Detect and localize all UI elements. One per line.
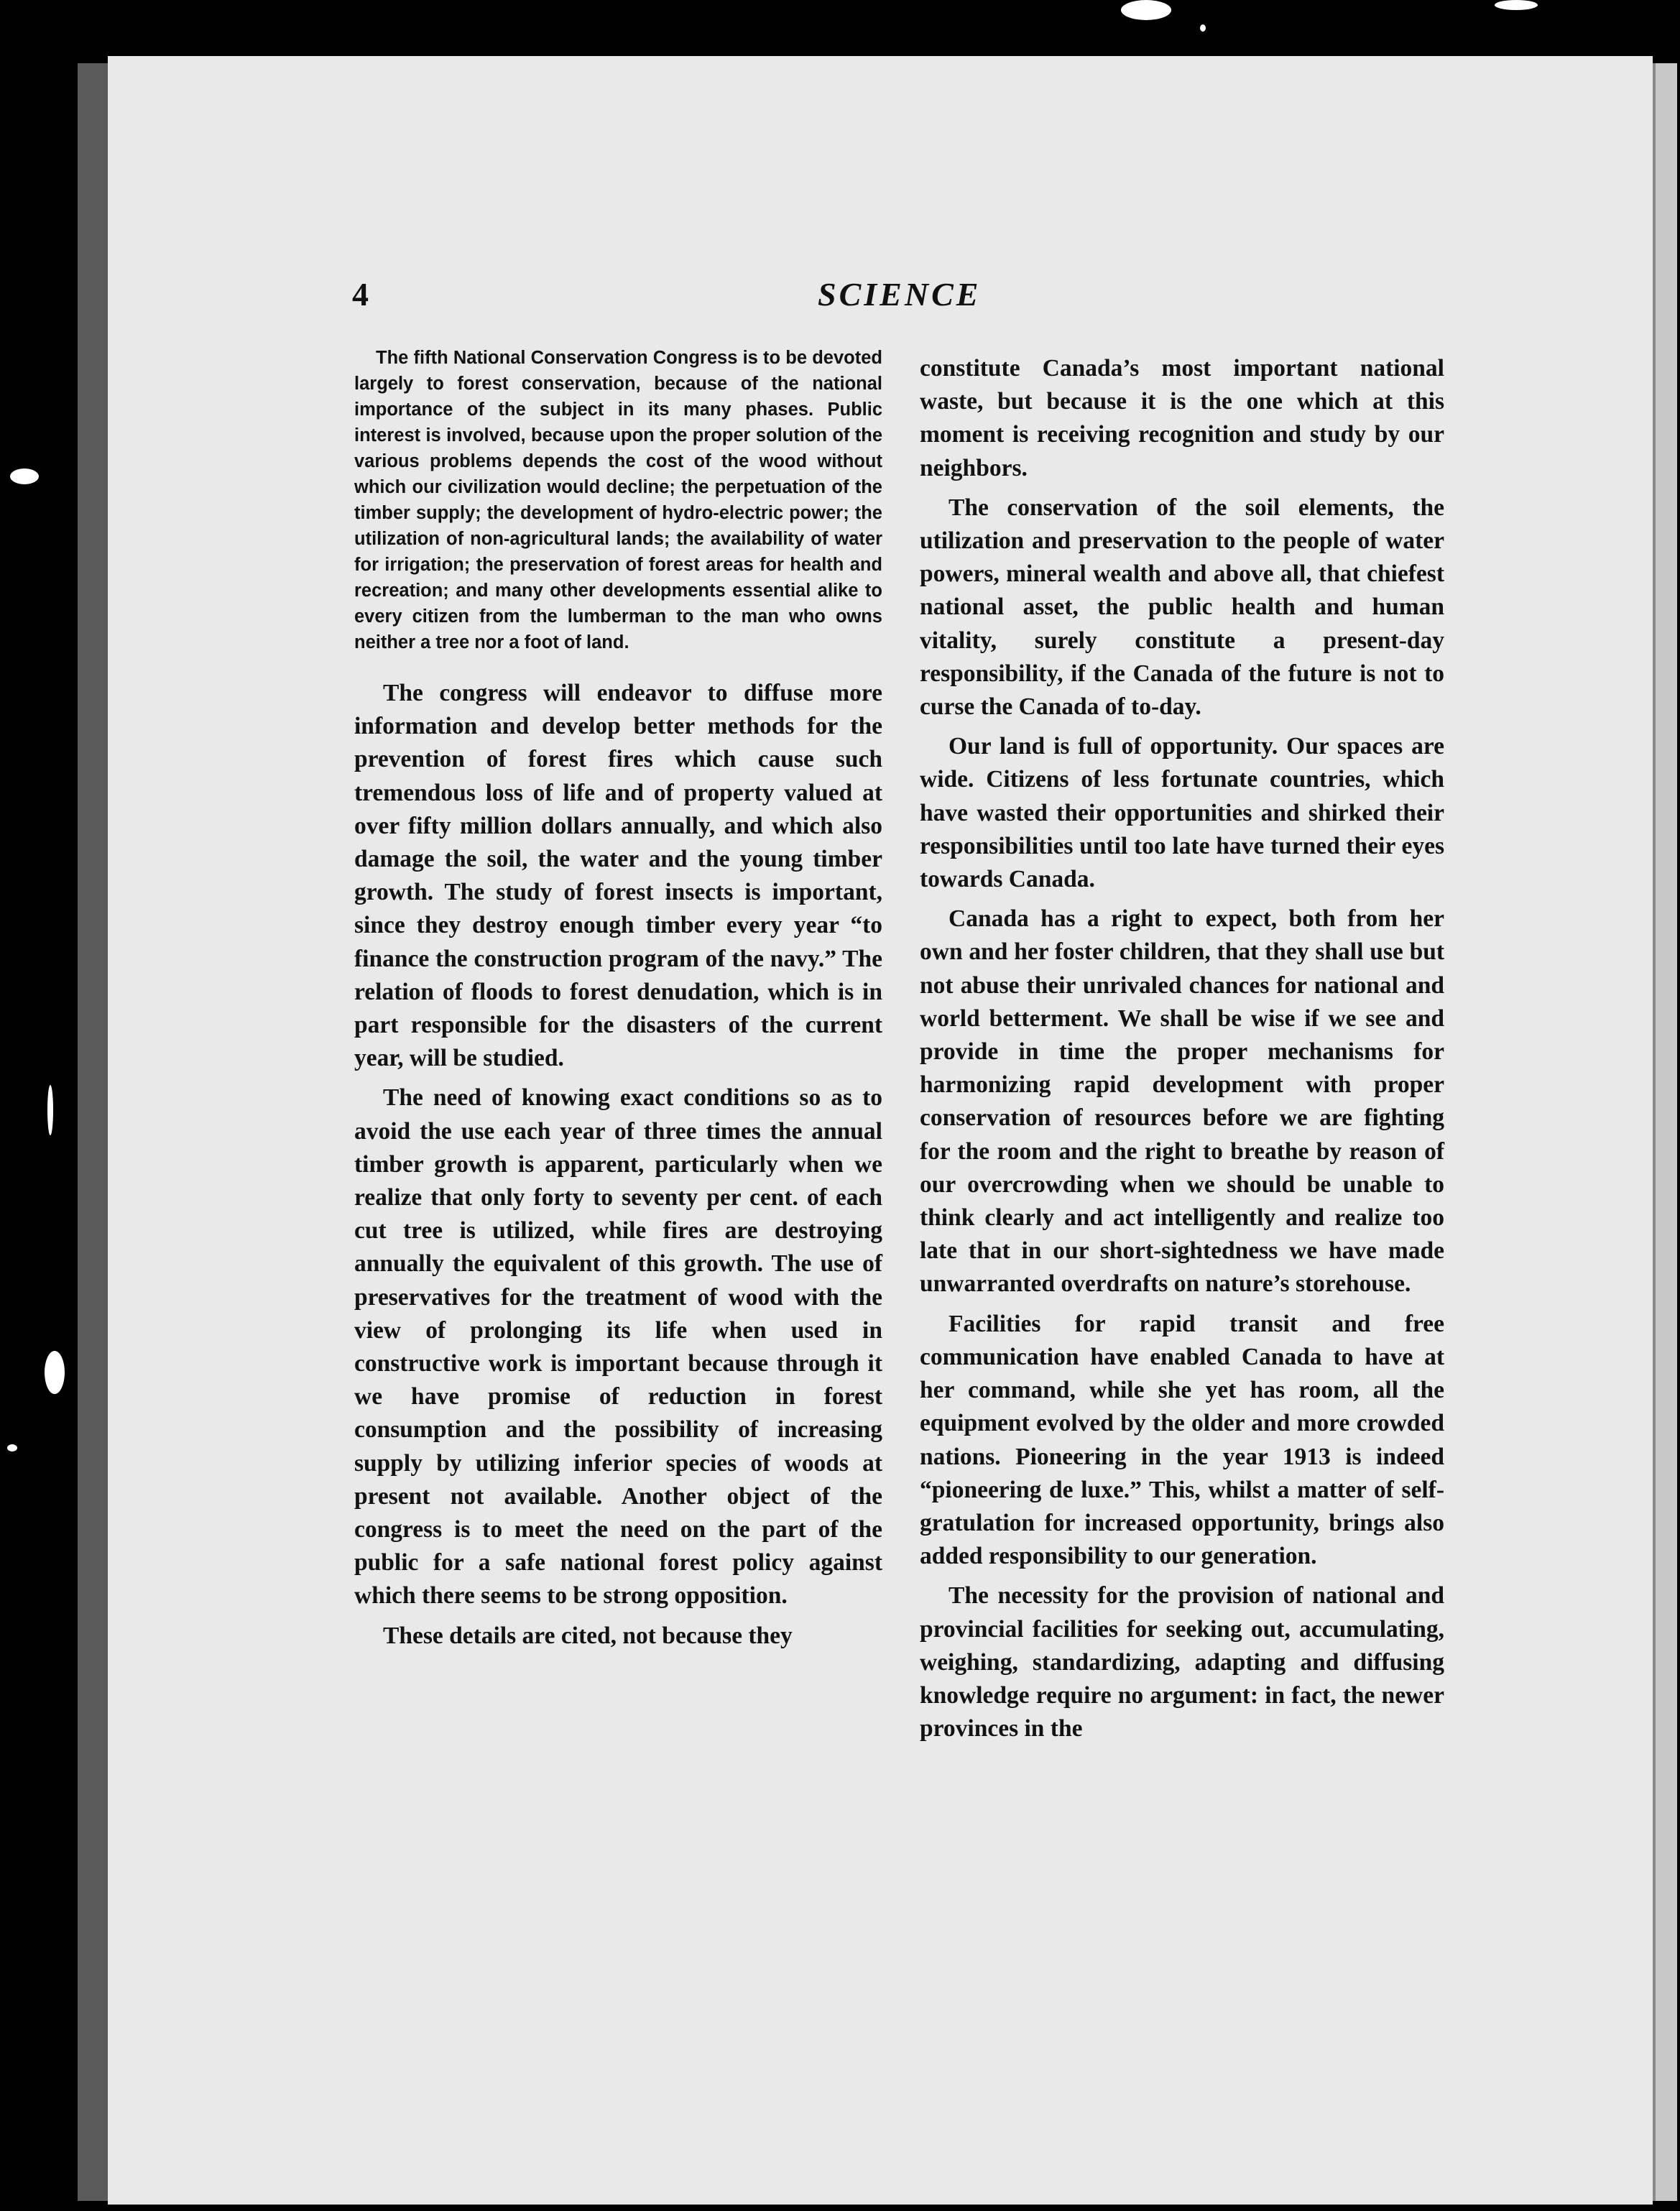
page-edge-left bbox=[78, 63, 108, 2201]
body-paragraph: Our land is full of opportunity. Our spaces are wide. Citizens of less fortunate countries, which have wasted their opportunities and shirked their responsibilities until too late have turned their eyes towards Canada. bbox=[920, 733, 1444, 893]
body-paragraph: Canada has a right to expect, both from her own and her foster children, that they shall use but not abuse their unrivaled chances for national and world betterment. We shall be wise if we see and provide in time the proper mechanisms for harmonizing rapid development with proper conservation of resources before we are fighting for the room and the right to breathe by reason of our overcrowding when we should be unable to think clearly and act intelligently and realize too late that in our short-sightedness we have made unwarranted overdrafts on nature’s storehouse. bbox=[920, 905, 1444, 1298]
column-left bbox=[354, 345, 882, 1653]
body-paragraph: The congress will endeavor to diffuse more information and develop better methods for the prevention of forest fires which cause such tremendous loss of life and of property valued at over fifty million dollars annually, and which also damage the soil, the water and the young timber growth. The study of forest insects is important, since they destroy enough timber every year “to finance the construction program of the navy.” The relation of floods to forest denudation, which is in part responsible for the disasters of the current year, will be studied. bbox=[354, 680, 882, 1072]
column-right bbox=[920, 352, 1444, 1745]
body-paragraph-continued: constitute Canada’s most important national waste, but because it is the one which at this moment is receiving recognition and study by our neighbors. bbox=[920, 355, 1444, 481]
running-title: SCIENCE bbox=[818, 276, 982, 313]
body-paragraph: The need of knowing exact conditions so as to avoid the use each year of three times the annual timber growth is apparent, particularly when we realize that only forty to seventy per cent. of each cut tree is utilized, while fires are destroying annually the equivalent of this growth. The use of preservatives for the treatment of wood with the view of prolonging its life when used in constructive work is important because through it we have promise of reduction in forest consumption and the possibility of increasing supply by utilizing inferior species of woods at present not available. Another object of the congress is to meet the need on the part of the public for a safe national forest policy against which there seems to be strong opposition. bbox=[354, 1084, 882, 1610]
page-edge-right bbox=[1653, 63, 1677, 2201]
body-paragraph: Facilities for rapid transit and free communication have enabled Canada to have at her command, while she yet has room, all the equipment evolved by the older and more crowded nations. Pioneering in the year 1913 is indeed “pioneering de luxe.” This, whilst a matter of self-gratulation for increased opportunity, brings also added responsibility to our generation. bbox=[920, 1310, 1444, 1570]
body-paragraph: The necessity for the provision of national and provincial facilities for seeking out, accumulating, weighing, standardizing, adapting and diffusing knowledge require no argument: in fact, the newer provinces in the bbox=[920, 1582, 1444, 1743]
page-number: 4 bbox=[352, 276, 369, 313]
abstract-paragraph: The fifth National Conservation Congress is to be devoted largely to forest conservation, because of the national importance of the subject in its many phases. Public interest is involved, because upon the proper solution of the various problems depends the cost of the wood without which our civilization would decline; the perpetuation of the timber supply; the development of hydro-electric power; the utilization of non-agricultural lands; the availability of water for irrigation; the preservation of forest areas for health and recreation; and many other developments essential alike to every citizen from the lumberman to the man who owns neither a tree nor a foot of land. bbox=[354, 348, 882, 652]
body-paragraph: The conservation of the soil elements, the utilization and preservation to the people of water powers, mineral wealth and above all, that chiefest national asset, the public health and human vitality, surely constitute a present-day responsibility, if the Canada of the future is not to curse the Canada of to-day. bbox=[920, 494, 1444, 721]
body-paragraph: These details are cited, not because they bbox=[383, 1622, 793, 1649]
